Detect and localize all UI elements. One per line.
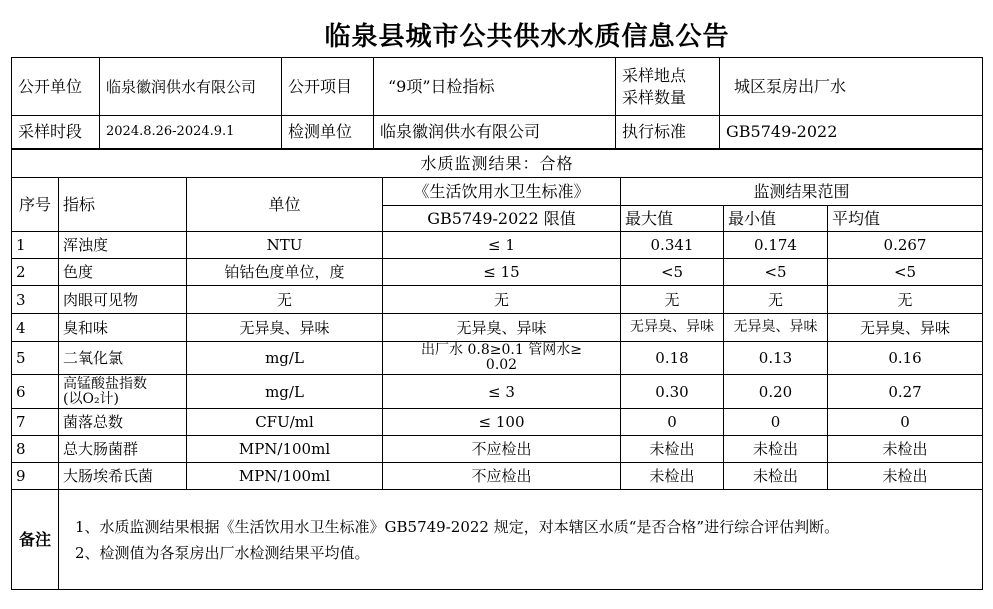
- quality-table: [11, 149, 983, 590]
- table-row: [12, 232, 983, 259]
- row-limit: ≤ 15: [383, 259, 621, 286]
- row-max: <5: [621, 259, 724, 286]
- table-row: [12, 286, 983, 314]
- page-title: 临泉县城市公共供水水质信息公告: [324, 22, 730, 52]
- row-limit: [383, 342, 621, 375]
- row-max: 0.30: [621, 375, 724, 409]
- table-row: [12, 259, 983, 286]
- row-max: 无异臭、异味: [621, 314, 724, 342]
- time-value: 2024.8.26-2024.9.1: [100, 116, 282, 149]
- row-min: 0: [724, 409, 828, 436]
- row-indicator: 肉眼可见物: [59, 286, 187, 314]
- row-avg: 0.267: [828, 232, 983, 259]
- header-range: 监测结果范围: [621, 178, 983, 206]
- row-unit: 铂钴色度单位，度: [187, 259, 383, 286]
- row-indicator: 总大肠菌群: [59, 436, 187, 463]
- row-seq: 7: [12, 409, 59, 436]
- standard-value: GB5749-2022: [720, 116, 983, 149]
- table-row: [12, 375, 983, 409]
- row-max: 未检出: [621, 463, 724, 490]
- row-avg: 无异臭、异味: [828, 314, 983, 342]
- row-indicator: 色度: [59, 259, 187, 286]
- row-limit-line2: 0.02: [485, 357, 518, 373]
- row-unit: NTU: [187, 232, 383, 259]
- header-min: 最小值: [724, 206, 828, 232]
- note-line-2: 2、检测值为各泵房出厂水检测结果平均值。: [75, 543, 370, 562]
- row-avg: 未检出: [828, 463, 983, 490]
- row-limit: 不应检出: [383, 436, 621, 463]
- location-label-line1: 采样地点: [622, 65, 687, 85]
- summary-text: 水质监测结果：合格: [12, 150, 983, 178]
- row-min: 未检出: [724, 436, 828, 463]
- row-indicator: 大肠埃希氏菌: [59, 463, 187, 490]
- row-indicator: 菌落总数: [59, 409, 187, 436]
- row-seq: 8: [12, 436, 59, 463]
- row-seq: 3: [12, 286, 59, 314]
- item-value: “9项”日检指标: [374, 58, 616, 116]
- header-limit-line1: 《生活饮用水卫生标准》: [383, 178, 621, 206]
- row-min: <5: [724, 259, 828, 286]
- row-unit: MPN/100ml: [187, 463, 383, 490]
- publisher-label: 公开单位: [12, 58, 100, 116]
- table-row: [12, 314, 983, 342]
- row-min: 未检出: [724, 463, 828, 490]
- row-min: 0.13: [724, 342, 828, 375]
- header-seq: 序号: [12, 178, 59, 232]
- row-unit: CFU/ml: [187, 409, 383, 436]
- row-avg: 0.27: [828, 375, 983, 409]
- notes-row: [12, 490, 983, 590]
- location-value: 城区泵房出厂水: [720, 58, 983, 116]
- row-max: 0.341: [621, 232, 724, 259]
- publisher-value: 临泉徽润供水有限公司: [100, 58, 282, 116]
- row-unit: MPN/100ml: [187, 436, 383, 463]
- row-avg: 无: [828, 286, 983, 314]
- header-avg: 平均值: [828, 206, 983, 232]
- row-unit: mg/L: [187, 375, 383, 409]
- standard-label: 执行标准: [616, 116, 720, 149]
- header-indicator: 指标: [59, 178, 187, 232]
- header-limit-line2: GB5749-2022 限值: [383, 206, 621, 232]
- info-row-1: [12, 58, 983, 116]
- note-line-1: 1、水质监测结果根据《生活饮用水卫生标准》GB5749-2022 规定，对本辖区水质“是否合格”进行综合评估判断。: [75, 517, 840, 536]
- row-max: 未检出: [621, 436, 724, 463]
- row-indicator-line1: 高锰酸盐指数: [63, 375, 147, 392]
- row-unit: 无: [187, 286, 383, 314]
- table-row: [12, 436, 983, 463]
- row-min: 0.20: [724, 375, 828, 409]
- row-seq: 2: [12, 259, 59, 286]
- header-unit: 单位: [187, 178, 383, 232]
- summary-row: [12, 150, 983, 178]
- row-unit: mg/L: [187, 342, 383, 375]
- row-indicator: 浑浊度: [59, 232, 187, 259]
- row-indicator-line2: (以O₂计): [63, 390, 120, 407]
- row-min: 无异臭、异味: [724, 314, 828, 342]
- row-avg: 未检出: [828, 436, 983, 463]
- notes-content: [59, 490, 983, 590]
- row-unit: 无异臭、异味: [187, 314, 383, 342]
- table-row: [12, 463, 983, 490]
- row-indicator: 二氧化氯: [59, 342, 187, 375]
- row-limit: 不应检出: [383, 463, 621, 490]
- row-min: 无: [724, 286, 828, 314]
- row-min: 0.174: [724, 232, 828, 259]
- row-max: 无: [621, 286, 724, 314]
- row-indicator: 臭和味: [59, 314, 187, 342]
- row-indicator: [59, 375, 187, 409]
- lab-label: 检测单位: [282, 116, 374, 149]
- row-seq: 1: [12, 232, 59, 259]
- row-seq: 6: [12, 375, 59, 409]
- header-max: 最大值: [621, 206, 724, 232]
- table-row: [12, 409, 983, 436]
- table-row: [12, 342, 983, 375]
- row-seq: 4: [12, 314, 59, 342]
- info-row-2: [12, 116, 983, 149]
- header-row-1: [12, 178, 983, 206]
- location-label-line2: 采样数量: [622, 87, 687, 107]
- row-seq: 5: [12, 342, 59, 375]
- row-limit: 无: [383, 286, 621, 314]
- lab-value: 临泉徽润供水有限公司: [374, 116, 616, 149]
- row-avg: 0: [828, 409, 983, 436]
- info-table: [11, 57, 983, 149]
- row-avg: 0.16: [828, 342, 983, 375]
- row-limit: ≤ 100: [383, 409, 621, 436]
- row-max: 0.18: [621, 342, 724, 375]
- item-label: 公开项目: [282, 58, 374, 116]
- row-limit-line1: 出厂水 0.8≥0.1 管网水≥: [421, 342, 582, 358]
- row-limit: 无异臭、异味: [383, 314, 621, 342]
- notes-label: 备注: [12, 490, 59, 590]
- row-max: 0: [621, 409, 724, 436]
- time-label: 采样时段: [12, 116, 100, 149]
- row-avg: <5: [828, 259, 983, 286]
- row-seq: 9: [12, 463, 59, 490]
- row-limit: ≤ 3: [383, 375, 621, 409]
- location-label: [616, 58, 720, 116]
- row-limit: ≤ 1: [383, 232, 621, 259]
